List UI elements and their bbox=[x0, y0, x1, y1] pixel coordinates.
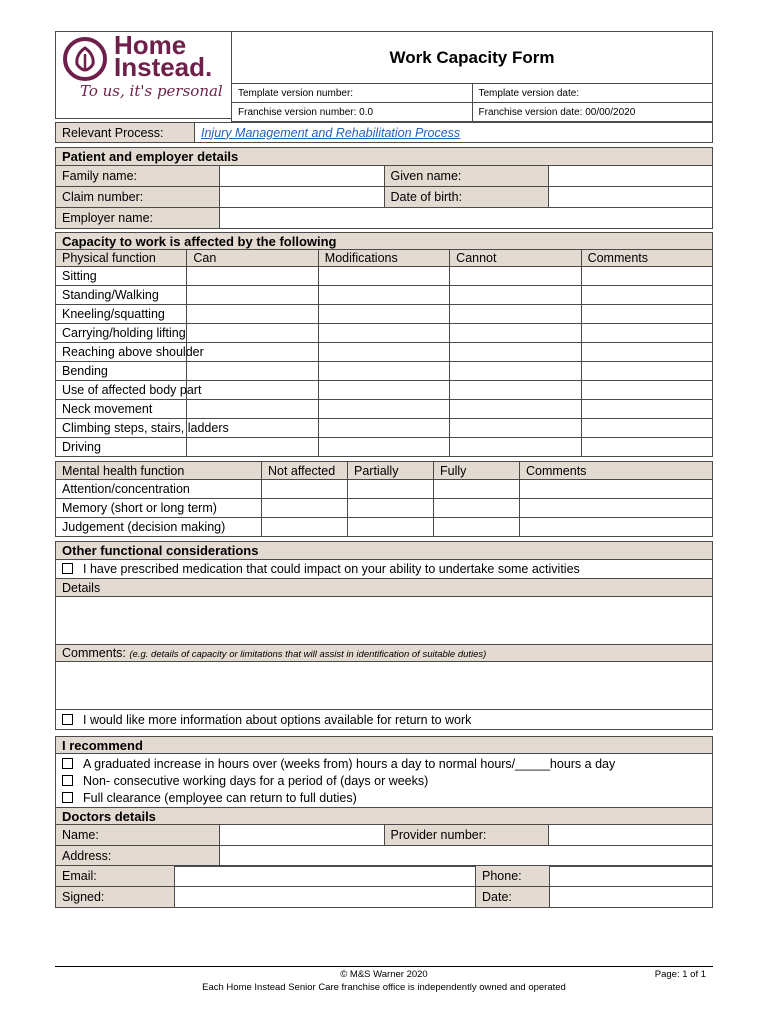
family-name-label: Family name: bbox=[56, 166, 220, 187]
graduated-text: A graduated increase in hours over (weeks from) hours a day to normal hours/_____hours a day bbox=[83, 757, 616, 771]
can-cell[interactable] bbox=[187, 305, 318, 324]
can-cell[interactable] bbox=[187, 438, 318, 457]
partially-cell[interactable] bbox=[348, 480, 434, 499]
details-field[interactable] bbox=[56, 597, 713, 645]
details-label: Details bbox=[56, 579, 713, 597]
modifications-cell[interactable] bbox=[318, 438, 449, 457]
comments-cell[interactable] bbox=[581, 343, 712, 362]
physical-function-label: Kneeling/squatting bbox=[56, 305, 187, 324]
doctor-name-field[interactable] bbox=[220, 825, 384, 846]
comments-hint: (e.g. details of capacity or limitations that will assist in identification of suitable duties) bbox=[129, 649, 487, 660]
col-can: Can bbox=[187, 250, 318, 267]
mental-function-label: Judgement (decision making) bbox=[56, 518, 262, 537]
form-header-table bbox=[231, 31, 713, 122]
comments-cell[interactable] bbox=[581, 438, 712, 457]
footer-page: Page: 1 of 1 bbox=[654, 969, 706, 980]
modifications-cell[interactable] bbox=[318, 324, 449, 343]
family-name-field[interactable] bbox=[220, 166, 384, 187]
cannot-cell[interactable] bbox=[450, 324, 581, 343]
full-clearance-text: Full clearance (employee can return to full duties) bbox=[83, 791, 357, 805]
doctor-name-label: Name: bbox=[56, 825, 220, 846]
franchise-version-date: Franchise version date: 00/00/2020 bbox=[472, 103, 713, 122]
can-cell[interactable] bbox=[187, 343, 318, 362]
physical-function-label: Climbing steps, stairs, ladders bbox=[56, 419, 187, 438]
address-label: Address: bbox=[56, 846, 220, 867]
cannot-cell[interactable] bbox=[450, 362, 581, 381]
modifications-cell[interactable] bbox=[318, 362, 449, 381]
form-title: Work Capacity Form bbox=[232, 32, 713, 84]
signed-field[interactable] bbox=[175, 887, 476, 908]
signed-label: Signed: bbox=[56, 887, 175, 908]
physical-function-row bbox=[56, 438, 713, 457]
modifications-cell[interactable] bbox=[318, 400, 449, 419]
comments-label: Comments: bbox=[62, 646, 126, 660]
recommend-option-nonconsecutive bbox=[62, 773, 706, 790]
partially-cell[interactable] bbox=[348, 518, 434, 537]
other-section-heading: Other functional considerations bbox=[56, 542, 713, 560]
cannot-cell[interactable] bbox=[450, 343, 581, 362]
footer-copyright: © M&S Warner 2020 bbox=[340, 969, 428, 980]
fully-cell[interactable] bbox=[434, 480, 520, 499]
more-info-checkbox[interactable] bbox=[62, 714, 73, 725]
physical-function-row bbox=[56, 286, 713, 305]
not-affected-cell[interactable] bbox=[262, 480, 348, 499]
cannot-cell[interactable] bbox=[450, 438, 581, 457]
medication-option bbox=[56, 560, 713, 579]
full-clearance-checkbox[interactable] bbox=[62, 792, 73, 803]
modifications-cell[interactable] bbox=[318, 343, 449, 362]
provider-number-field[interactable] bbox=[548, 825, 712, 846]
col-comments: Comments bbox=[581, 250, 712, 267]
mental-function-rows bbox=[56, 480, 713, 537]
medication-text: I have prescribed medication that could impact on your ability to undertake some activities bbox=[83, 562, 580, 576]
physical-function-row bbox=[56, 362, 713, 381]
claim-number-field[interactable] bbox=[220, 187, 384, 208]
comments-cell[interactable] bbox=[581, 267, 712, 286]
nonconsecutive-checkbox[interactable] bbox=[62, 775, 73, 786]
graduated-checkbox[interactable] bbox=[62, 758, 73, 769]
given-name-field[interactable] bbox=[548, 166, 712, 187]
col-mental-function: Mental health function bbox=[56, 462, 262, 480]
physical-function-row bbox=[56, 305, 713, 324]
col-partially: Partially bbox=[348, 462, 434, 480]
can-cell[interactable] bbox=[187, 362, 318, 381]
mental-function-row bbox=[56, 480, 713, 499]
capacity-section-heading: Capacity to work is affected by the following bbox=[56, 233, 713, 250]
patient-employer-table bbox=[55, 147, 713, 229]
relevant-process-link[interactable]: Injury Management and Rehabilitation Process bbox=[195, 123, 713, 143]
mental-function-row bbox=[56, 499, 713, 518]
comments-cell[interactable] bbox=[581, 286, 712, 305]
provider-number-label: Provider number: bbox=[384, 825, 548, 846]
comments-label-row bbox=[56, 645, 713, 662]
physical-function-label: Carrying/holding lifting bbox=[56, 324, 187, 343]
not-affected-cell[interactable] bbox=[262, 499, 348, 518]
can-cell[interactable] bbox=[187, 324, 318, 343]
physical-function-row bbox=[56, 381, 713, 400]
franchise-version-number: Franchise version number: 0.0 bbox=[232, 103, 473, 122]
cannot-cell[interactable] bbox=[450, 419, 581, 438]
given-name-label: Given name: bbox=[384, 166, 548, 187]
recommend-option-full-clearance bbox=[62, 790, 706, 807]
modifications-cell[interactable] bbox=[318, 305, 449, 324]
template-version-date: Template version date: bbox=[472, 84, 713, 103]
cannot-cell[interactable] bbox=[450, 305, 581, 324]
modifications-cell[interactable] bbox=[318, 419, 449, 438]
physical-function-row bbox=[56, 324, 713, 343]
can-cell[interactable] bbox=[187, 381, 318, 400]
medication-checkbox[interactable] bbox=[62, 563, 73, 574]
cannot-cell[interactable] bbox=[450, 267, 581, 286]
logo-panel bbox=[55, 31, 232, 119]
mental-health-table bbox=[55, 461, 713, 537]
physical-function-label: Sitting bbox=[56, 267, 187, 286]
not-affected-cell[interactable] bbox=[262, 518, 348, 537]
cannot-cell[interactable] bbox=[450, 381, 581, 400]
patient-section-heading: Patient and employer details bbox=[56, 148, 713, 166]
logo-tagline: To us, it's personal bbox=[80, 82, 223, 100]
doctors-table bbox=[55, 807, 713, 867]
recommend-section-heading: I recommend bbox=[56, 737, 713, 754]
comments-cell[interactable] bbox=[581, 419, 712, 438]
physical-function-table bbox=[55, 232, 713, 457]
fully-cell[interactable] bbox=[434, 518, 520, 537]
comments-cell[interactable] bbox=[581, 305, 712, 324]
physical-function-label: Bending bbox=[56, 362, 187, 381]
comments-cell[interactable] bbox=[581, 362, 712, 381]
more-info-option bbox=[56, 710, 713, 730]
employer-name-field[interactable] bbox=[220, 208, 713, 229]
mental-function-label: Memory (short or long term) bbox=[56, 499, 262, 518]
email-label: Email: bbox=[56, 866, 175, 887]
fully-cell[interactable] bbox=[434, 499, 520, 518]
relevant-process-row bbox=[55, 122, 713, 143]
nonconsecutive-text: Non- consecutive working days for a period of (days or weeks) bbox=[83, 774, 429, 788]
comments-cell[interactable] bbox=[581, 400, 712, 419]
partially-cell[interactable] bbox=[348, 499, 434, 518]
physical-function-label: Standing/Walking bbox=[56, 286, 187, 305]
recommend-option-graduated bbox=[62, 756, 706, 773]
logo-wordmark-home: Home bbox=[114, 30, 187, 60]
can-cell[interactable] bbox=[187, 267, 318, 286]
col-cannot: Cannot bbox=[450, 250, 581, 267]
doctors-section-heading: Doctors details bbox=[56, 808, 713, 825]
date-label: Date: bbox=[476, 887, 550, 908]
recommend-options bbox=[56, 754, 713, 810]
can-cell[interactable] bbox=[187, 400, 318, 419]
phone-field[interactable] bbox=[550, 866, 713, 887]
col-modifications: Modifications bbox=[318, 250, 449, 267]
cannot-cell[interactable] bbox=[450, 286, 581, 305]
employer-name-label: Employer name: bbox=[56, 208, 220, 229]
dob-field[interactable] bbox=[548, 187, 712, 208]
cannot-cell[interactable] bbox=[450, 400, 581, 419]
mental-comments-cell[interactable] bbox=[520, 518, 713, 537]
col-fully: Fully bbox=[434, 462, 520, 480]
home-instead-logo-icon bbox=[62, 36, 108, 82]
address-field[interactable] bbox=[220, 846, 713, 867]
physical-function-row bbox=[56, 343, 713, 362]
footer-note: Each Home Instead Senior Care franchise office is independently owned and operated bbox=[202, 982, 566, 993]
physical-function-row bbox=[56, 267, 713, 286]
physical-function-label: Driving bbox=[56, 438, 187, 457]
email-field[interactable] bbox=[175, 866, 476, 887]
more-info-text: I would like more information about options available for return to work bbox=[83, 712, 472, 727]
physical-function-row bbox=[56, 400, 713, 419]
modifications-cell[interactable] bbox=[318, 286, 449, 305]
dob-label: Date of birth: bbox=[384, 187, 548, 208]
comments-cell[interactable] bbox=[581, 381, 712, 400]
logo-wordmark-instead: Instead. bbox=[114, 52, 213, 82]
relevant-process-label: Relevant Process: bbox=[56, 123, 195, 143]
physical-function-label: Neck movement bbox=[56, 400, 187, 419]
modifications-cell[interactable] bbox=[318, 381, 449, 400]
template-version-number: Template version number: bbox=[232, 84, 473, 103]
mental-comments-cell[interactable] bbox=[520, 499, 713, 518]
other-considerations-table bbox=[55, 541, 713, 730]
phone-label: Phone: bbox=[476, 866, 550, 887]
claim-number-label: Claim number: bbox=[56, 187, 220, 208]
physical-function-label: Use of affected body part bbox=[56, 381, 187, 400]
col-mental-comments: Comments bbox=[520, 462, 713, 480]
col-not-affected: Not affected bbox=[262, 462, 348, 480]
footer-rule bbox=[55, 966, 713, 967]
recommend-table bbox=[55, 736, 713, 810]
modifications-cell[interactable] bbox=[318, 267, 449, 286]
col-physical-function: Physical function bbox=[56, 250, 187, 267]
physical-function-row bbox=[56, 419, 713, 438]
physical-function-rows bbox=[56, 267, 713, 457]
doctors-contact-table bbox=[55, 865, 713, 908]
mental-function-row bbox=[56, 518, 713, 537]
mental-comments-cell[interactable] bbox=[520, 480, 713, 499]
physical-function-label: Reaching above shoulder bbox=[56, 343, 187, 362]
comments-cell[interactable] bbox=[581, 324, 712, 343]
can-cell[interactable] bbox=[187, 286, 318, 305]
date-field[interactable] bbox=[550, 887, 713, 908]
mental-function-label: Attention/concentration bbox=[56, 480, 262, 499]
comments-field[interactable] bbox=[56, 662, 713, 710]
